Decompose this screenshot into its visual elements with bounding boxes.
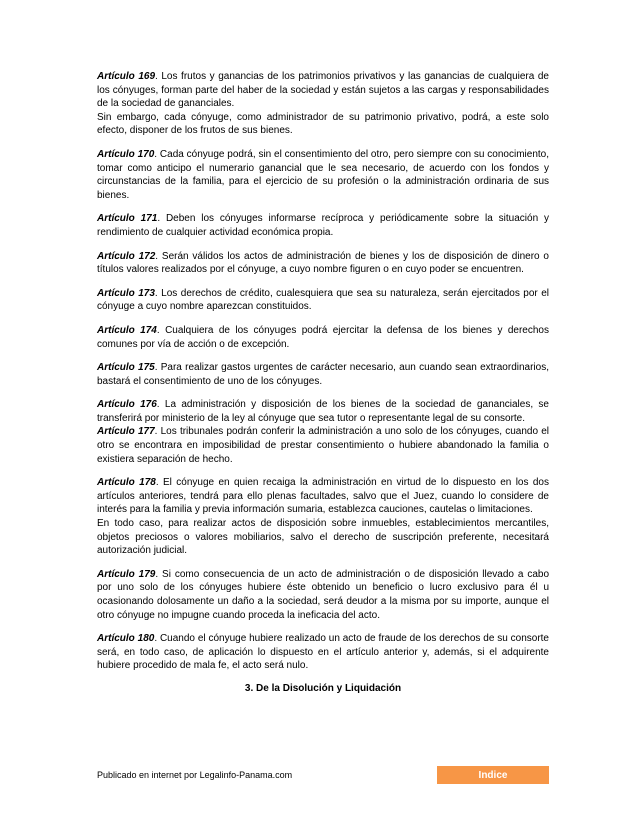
article-block: [97, 361, 549, 388]
article-paragraph: Artículo 180. Cuando el cónyuge hubiere realizado un acto de fraude de los derechos de su consorte será, en todo caso, de aplicación lo dispuesto en el artículo anterior y, además, si el adquirente hubiere procedido de mala fe, el acto será nulo.: [97, 633, 549, 672]
article-label: Artículo 173: [97, 287, 155, 299]
article-block: [97, 212, 549, 239]
article-paragraph: Artículo 174. Cualquiera de los cónyuges podrá ejercitar la defensa de los bienes y derechos comunes por vía de acción o de excepción.: [97, 324, 549, 350]
index-button[interactable]: Indice: [437, 766, 549, 784]
article-block: [97, 250, 549, 277]
article-text: Si como consecuencia de un acto de administración o de disposición llevado a cabo por uno solo de los cónyuges hubiere éste obtenido un beneficio o lucro exclusivo para él u ocasionando dolosamente un daño a la sociedad, será deudor a la misma por su importe, aunque el otro cónyuge no impugne cuando proceda la ineficacia del acto.: [97, 568, 550, 621]
article-block: [97, 398, 549, 425]
article-label: Artículo 172: [97, 250, 156, 262]
article-label: Artículo 171: [97, 213, 158, 225]
article-text: La administración y disposición de los bienes de la sociedad de gananciales, se transferirá por ministerio de la ley al cónyuge que sea tutor o representante legal de su consorte.: [97, 399, 549, 424]
section-title: 3. De la Disolución y Liquidación: [244, 682, 402, 694]
article-label: Artículo 178: [97, 477, 156, 489]
article-block: [97, 568, 549, 622]
article-text: Los frutos y ganancias de los patrimonios privativos y las ganancias de cualquiera de los cónyuges, forman parte del haber de la sociedad y están sujetos a las cargas y responsabilidades de la sociedad de gananciales.: [97, 71, 549, 110]
article-label: Artículo 179: [97, 568, 156, 580]
article-paragraph: Artículo 176. La administración y disposición de los bienes de la sociedad de gananciales, se transferirá por ministerio de la ley al cónyuge que sea tutor o representante legal de su consorte.: [97, 399, 549, 424]
article-text: Deben los cónyuges informarse recíproca y periódicamente sobre la situación y rendimiento de cualquier actividad económica propia.: [97, 213, 549, 238]
article-block: [97, 632, 549, 673]
article-paragraph: Artículo 175. Para realizar gastos urgentes de carácter necesario, aun cuando sean extraordinarios, bastará el consentimiento de uno de los cónyuges.: [97, 362, 549, 387]
article-text: En todo caso, para realizar actos de disposición sobre inmuebles, establecimientos mercantiles, objetos preciosos o valores mobiliarios, salvo el derecho de suscripción preferente, necesitará autorización judicial.: [97, 518, 549, 557]
article-text: El cónyuge en quien recaiga la administración en virtud de lo dispuesto en los dos artículos anteriores, tendrá para ello plenas facultades, salvo que el Juez, cuando lo considere de interés para la familia y previa información sumaria, establezca cauciones, cautelas o limitaciones.: [97, 477, 549, 516]
article-paragraph: [97, 111, 549, 138]
article-text: Los tribunales podrán conferir la administración a uno solo de los cónyuges, cuando el otro se encontrara en imposibilidad de prestar consentimiento o hubiere abandonado la familia o existiera separación de hecho.: [97, 426, 549, 465]
article-text: Serán válidos los actos de administración de bienes y los de disposición de dinero o títulos valores realizados por el cónyuge, a cuyo nombre figuren o en cuyo poder se encuentren.: [97, 250, 549, 276]
footer-text: Publicado en internet por Legalinfo-Panama.com: [97, 770, 293, 780]
article-block: [97, 476, 549, 558]
article-text: Cualquiera de los cónyuges podrá ejercitar la defensa de los bienes y derechos comunes por vía de acción o de excepción.: [97, 324, 549, 350]
article-paragraph: Artículo 171. Deben los cónyuges informarse recíproca y periódicamente sobre la situación y rendimiento de cualquier actividad económica propia.: [97, 213, 549, 238]
article-paragraph: [97, 517, 549, 558]
article-text: Los derechos de crédito, cualesquiera que sea su naturaleza, serán ejercitados por el cónyuge a cuyo nombre aparezcan constituidos.: [97, 287, 549, 313]
article-paragraph: Artículo 172. Serán válidos los actos de administración de bienes y los de disposición de dinero o títulos valores realizados por el cónyuge, a cuyo nombre figuren o en cuyo poder se encuentren.: [97, 250, 549, 276]
article-label: Artículo 175: [97, 362, 155, 374]
article-block: [97, 324, 549, 351]
article-paragraph: Artículo 170. Cada cónyuge podrá, sin el consentimiento del otro, pero siempre con su conocimiento, tomar como anticipo el numerario ganancial que le sea necesario, de acuerdo con los fondos y circunstancias de la familia, para el ejercicio de su profesión o la administración ordinaria de sus bienes.: [97, 148, 549, 201]
article-paragraph: Artículo 179. Si como consecuencia de un acto de administración o de disposición llevado a cabo por uno solo de los cónyuges hubiere éste obtenido un beneficio o lucro exclusivo para él u ocasionando dolosamente un daño a la sociedad, será deudor a la misma por su importe, aunque el otro cónyuge no impugne cuando proceda la ineficacia del acto.: [97, 568, 550, 621]
articles-list: [97, 70, 549, 673]
article-label: Artículo 174: [97, 324, 157, 336]
page-footer: [97, 766, 549, 784]
article-label: Artículo 170: [97, 148, 155, 160]
article-block: [97, 287, 549, 314]
article-label: Artículo 180: [97, 633, 155, 645]
article-paragraph: Artículo 173. Los derechos de crédito, cualesquiera que sea su naturaleza, serán ejercitados por el cónyuge a cuyo nombre aparezcan constituidos.: [97, 287, 549, 313]
article-label: Artículo 176: [97, 399, 157, 411]
article-label: Artículo 177: [97, 426, 155, 438]
article-block: [97, 70, 549, 138]
article-paragraph: Artículo 169. Los frutos y ganancias de los patrimonios privativos y las ganancias de cualquiera de los cónyuges, forman parte del haber de la sociedad y están sujetos a las cargas y responsabilidades de la sociedad de gananciales.: [97, 71, 549, 110]
article-label: Artículo 169: [97, 71, 156, 82]
article-paragraph: Artículo 178. El cónyuge en quien recaiga la administración en virtud de lo dispuesto en los dos artículos anteriores, tendrá para ello plenas facultades, salvo que el Juez, cuando lo considere de interés para la familia y previa información sumaria, establezca cauciones, cautelas o limitaciones.: [97, 477, 549, 516]
document-body: [97, 70, 549, 694]
article-text: Cada cónyuge podrá, sin el consentimiento del otro, pero siempre con su conocimiento, tomar como anticipo el numerario ganancial que le sea necesario, de acuerdo con los fondos y circunstancias de la familia, para el ejercicio de su profesión o la administración ordinaria de sus bienes.: [97, 148, 549, 201]
article-paragraph: Artículo 177. Los tribunales podrán conferir la administración a uno solo de los cónyuges, cuando el otro se encontrara en imposibilidad de prestar consentimiento o hubiere abandonado la familia o existiera separación de hecho.: [97, 426, 549, 465]
article-text: Sin embargo, cada cónyuge, como administrador de su patrimonio privativo, podrá, a este solo efecto, disponer de los frutos de sus bienes.: [97, 111, 549, 137]
article-text: Para realizar gastos urgentes de carácter necesario, aun cuando sean extraordinarios, bastará el consentimiento de uno de los cónyuges.: [97, 362, 549, 387]
article-text: Cuando el cónyuge hubiere realizado un acto de fraude de los derechos de su consorte será, en todo caso, de aplicación lo dispuesto en el artículo anterior y, además, si el adquirente hubiere procedido de mala fe, el acto será nulo.: [97, 633, 549, 672]
article-block: [97, 425, 549, 466]
article-block: [97, 148, 549, 202]
